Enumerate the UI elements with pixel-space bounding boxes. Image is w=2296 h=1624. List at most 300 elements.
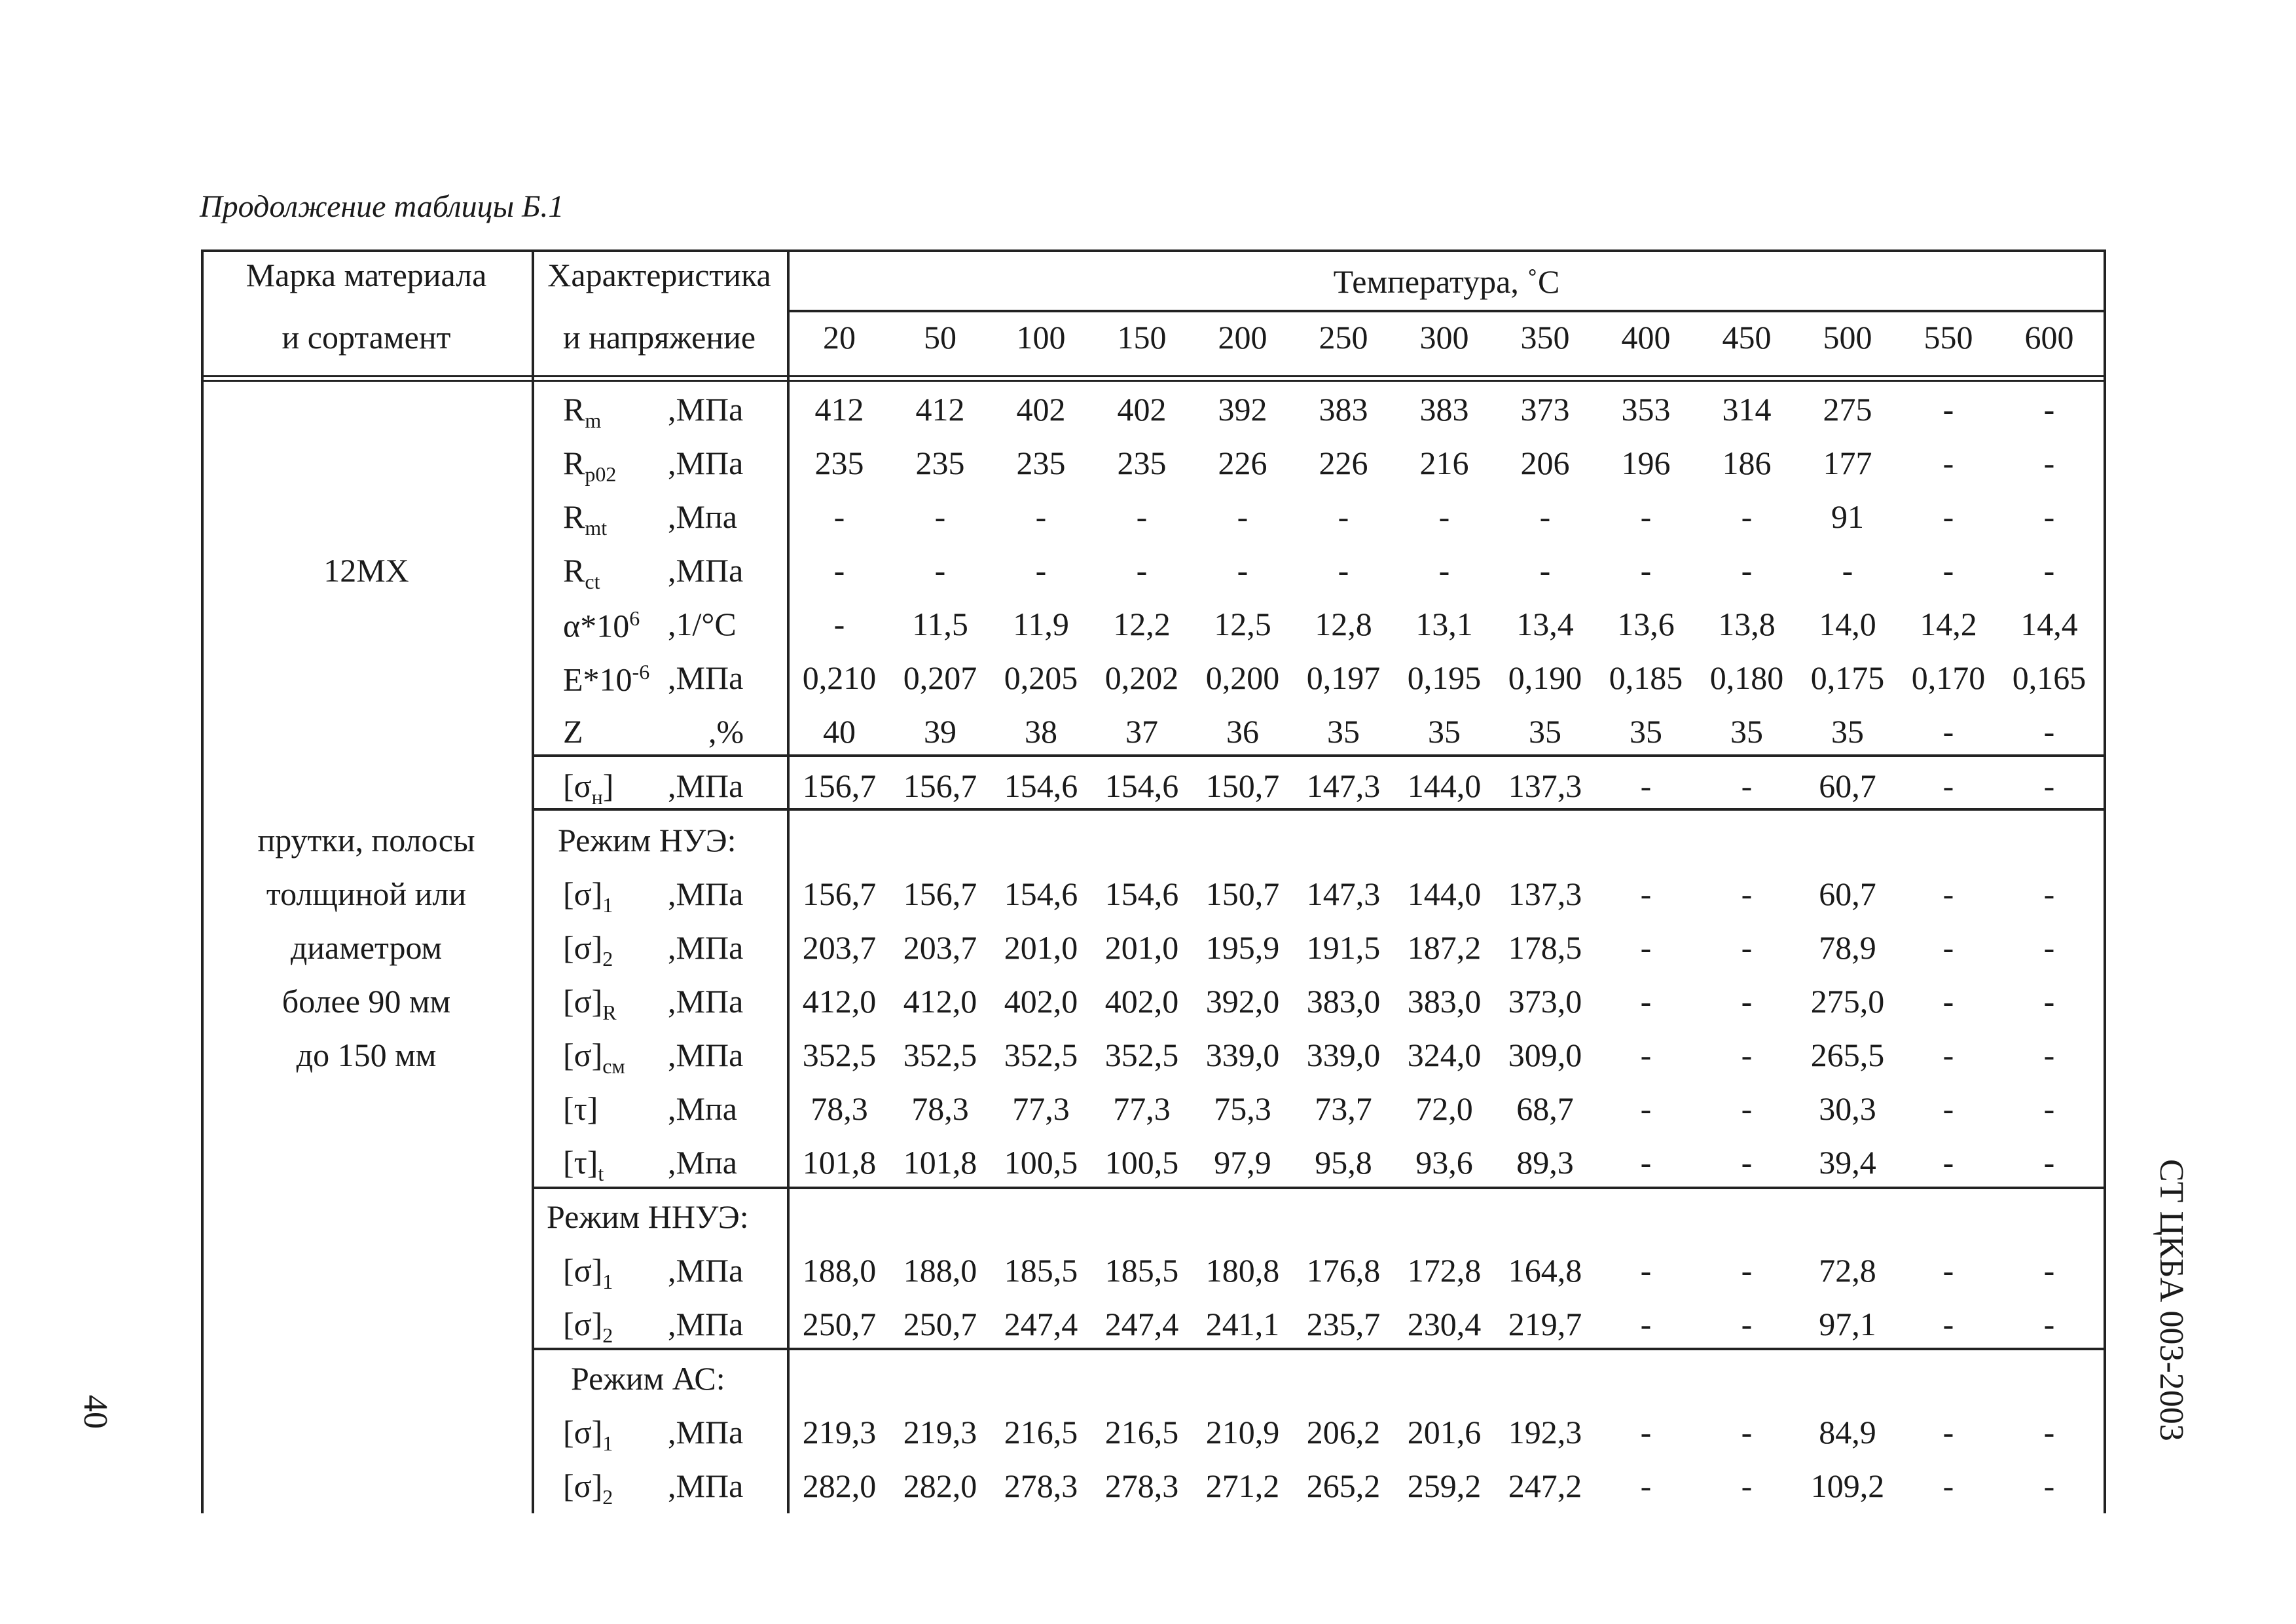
table-cell-value: - (833, 606, 845, 642)
table-cell-value: 412,0 (802, 983, 877, 1020)
table-cell-value: 201,0 (1104, 929, 1179, 966)
table-cell-value: 150,7 (1205, 876, 1280, 912)
table-cell-value: - (2043, 983, 2055, 1020)
table-cell-value: 93,6 (1415, 1144, 1473, 1181)
table-cell-value: 219,3 (903, 1414, 977, 1450)
table-cell-value: 78,3 (911, 1090, 969, 1127)
table-cell-value: - (1741, 767, 1753, 804)
table-cell-value: - (1640, 498, 1652, 535)
material-assortment: более 90 мм (282, 983, 451, 1020)
table-cell-value: 188,0 (802, 1252, 877, 1289)
table-cell-value: - (2043, 1467, 2055, 1504)
table-cell-value: - (1942, 1467, 1954, 1504)
table-cell-value: 0,200 (1205, 659, 1280, 696)
table-cell-value: 352,5 (1004, 1037, 1078, 1073)
characteristic-unit: ,МПа (668, 659, 744, 696)
table-cell-value: - (1640, 552, 1652, 589)
table-cell-value: - (1438, 552, 1450, 589)
table-cell-value: 278,3 (1104, 1467, 1179, 1504)
table-cell-value: 178,5 (1508, 929, 1582, 966)
table-cell-value: - (1942, 1144, 1954, 1181)
table-cell-value: 241,1 (1205, 1306, 1280, 1342)
table-cell-value: 250,7 (802, 1306, 877, 1342)
table-cell-value: 78,9 (1819, 929, 1876, 966)
table-cell-value: 156,7 (802, 876, 877, 912)
table-cell-value: 154,6 (1104, 767, 1179, 804)
table-cell-value: 219,7 (1508, 1306, 1582, 1342)
table-cell-value: 309,0 (1508, 1037, 1582, 1073)
characteristic-unit: ,МПа (668, 983, 744, 1020)
characteristic-symbol: $[\sigma]_{см}$ (563, 1037, 625, 1078)
table-cell-value: 247,4 (1004, 1306, 1078, 1342)
table-cell-value: 412,0 (903, 983, 977, 1020)
characteristic-symbol: $[\sigma]_1$ (563, 1414, 613, 1455)
table-cell-value: 324,0 (1407, 1037, 1482, 1073)
table-cell-value: 352,5 (1104, 1037, 1179, 1073)
table-cell-value: 0,180 (1709, 659, 1784, 696)
table-cell-value: - (2043, 1414, 2055, 1450)
table-cell-value: - (2043, 1306, 2055, 1342)
table-cell-value: - (2043, 713, 2055, 750)
table-cell-value: 0,207 (903, 659, 977, 696)
table-cell-value: 77,3 (1113, 1090, 1171, 1127)
table-cell-value: - (2043, 445, 2055, 481)
table-cell-value: - (1741, 929, 1753, 966)
table-cell-value: 84,9 (1819, 1414, 1876, 1450)
table-cell-value: 156,7 (903, 767, 977, 804)
table-cell-value: 13,8 (1718, 606, 1776, 642)
temperature-column-header: 600 (2024, 319, 2074, 356)
characteristic-unit: ,МПа (668, 1306, 744, 1342)
table-cell-value: 210,9 (1205, 1414, 1280, 1450)
table-cell-value: - (2043, 876, 2055, 912)
table-cell-value: 265,5 (1810, 1037, 1885, 1073)
material-assortment: толщиной или (266, 876, 467, 912)
table-cell-value: 195,9 (1205, 929, 1280, 966)
table-cell-value: 216 (1419, 445, 1469, 481)
table-cell-value: 150,7 (1205, 767, 1280, 804)
table-cell-value: - (1640, 1414, 1652, 1450)
table-cell-value: 156,7 (802, 767, 877, 804)
table-cell-value: - (1338, 552, 1349, 589)
table-cell-value: 11,9 (1013, 606, 1069, 642)
table-cell-value: 14,4 (2020, 606, 2078, 642)
table-cell-value: - (1640, 1467, 1652, 1504)
section-line (532, 754, 2106, 757)
table-cell-value: - (2043, 929, 2055, 966)
table-cell-value: 77,3 (1012, 1090, 1070, 1127)
table-cell-value: 12,2 (1113, 606, 1171, 642)
table-cell-value: - (1640, 876, 1652, 912)
table-cell-value: 75,3 (1214, 1090, 1271, 1127)
table-cell-value: 68,7 (1516, 1090, 1574, 1127)
col1-divider (532, 249, 534, 1513)
table-cell-value: - (1640, 767, 1652, 804)
table-cell-value: 192,3 (1508, 1414, 1582, 1450)
table-cell-value: 203,7 (903, 929, 977, 966)
table-cell-value: - (1942, 1414, 1954, 1450)
temperature-column-header: 150 (1117, 319, 1167, 356)
col1-header: Марка материала (246, 257, 487, 293)
table-cell-value: 39,4 (1819, 1144, 1876, 1181)
table-cell-value: 392 (1218, 391, 1267, 428)
table-cell-value: 265,2 (1306, 1467, 1381, 1504)
table-cell-value: - (1741, 876, 1753, 912)
characteristic-symbol: $[\sigma]_2$ (563, 1306, 613, 1347)
temperature-column-header: 550 (1923, 319, 1973, 356)
characteristic-unit: ,Мпа (668, 1090, 737, 1127)
table-cell-value: - (1942, 1037, 1954, 1073)
table-cell-value: 352,5 (903, 1037, 977, 1073)
table-cell-value: - (1438, 498, 1450, 535)
table-cell-value: 100,5 (1004, 1144, 1078, 1181)
document-code: СТ ЦКБА 003-2003 (2153, 1159, 2190, 1441)
table-cell-value: - (1942, 498, 1954, 535)
table-cell-value: 30,3 (1819, 1090, 1876, 1127)
col2-divider (787, 249, 790, 1513)
table-cell-value: 36 (1226, 713, 1259, 750)
characteristic-unit: ,МПа (668, 767, 744, 804)
table-cell-value: 0,202 (1104, 659, 1179, 696)
table-cell-value: - (1640, 1144, 1652, 1181)
table-cell-value: 235 (1117, 445, 1167, 481)
table-cell-value: 282,0 (802, 1467, 877, 1504)
table-cell-value: 0,185 (1609, 659, 1683, 696)
characteristic-unit: ,1/°С (668, 606, 737, 642)
mode-label-as: Режим АС: (571, 1360, 725, 1397)
table-cell-value: - (1136, 552, 1148, 589)
table-cell-value: 226 (1218, 445, 1267, 481)
temperature-column-header: 350 (1520, 319, 1570, 356)
temperature-column-header: 450 (1722, 319, 1772, 356)
table-cell-value: 39 (924, 713, 957, 750)
table-cell-value: 235 (915, 445, 965, 481)
table-cell-value: 12,8 (1315, 606, 1372, 642)
table-cell-value: 154,6 (1004, 767, 1078, 804)
table-cell-value: 402,0 (1004, 983, 1078, 1020)
table-cell-value: - (934, 552, 946, 589)
characteristic-symbol: $[\sigma]_1$ (563, 1252, 613, 1293)
characteristic-symbol: $\alpha*10^6$ (563, 606, 640, 644)
characteristic-symbol: $E*10^{-6}$ (563, 660, 650, 698)
table-cell-value: 282,0 (903, 1467, 977, 1504)
table-cell-value: - (1942, 713, 1954, 750)
table-cell-value: 201,0 (1004, 929, 1078, 966)
table-cell-value: 185,5 (1004, 1252, 1078, 1289)
table-cell-value: - (1741, 498, 1753, 535)
table-cell-value: - (1741, 1090, 1753, 1127)
table-cell-value: 37 (1125, 713, 1158, 750)
table-cell-value: 35 (1327, 713, 1360, 750)
table-cell-value: - (1640, 1090, 1652, 1127)
table-cell-value: - (1741, 1252, 1753, 1289)
table-cell-value: 154,6 (1004, 876, 1078, 912)
table-caption: Продолжение таблицы Б.1 (200, 189, 564, 224)
table-cell-value: 101,8 (802, 1144, 877, 1181)
characteristic-unit: ,МПа (668, 1414, 744, 1450)
characteristic-unit: ,% (708, 713, 744, 750)
table-cell-value: 247,4 (1104, 1306, 1179, 1342)
table-cell-value: - (2043, 1090, 2055, 1127)
table-cell-value: 216,5 (1004, 1414, 1078, 1450)
table-cell-value: 0,175 (1810, 659, 1885, 696)
characteristic-symbol: $[\sigma_н]$ (563, 767, 614, 809)
table-cell-value: 35 (1529, 713, 1561, 750)
table-cell-value: 275,0 (1810, 983, 1885, 1020)
characteristic-unit: ,МПа (668, 876, 744, 912)
table-cell-value: 373,0 (1508, 983, 1582, 1020)
table-cell-value: 235 (814, 445, 864, 481)
table-cell-value: - (1942, 983, 1954, 1020)
table-cell-value: 392,0 (1205, 983, 1280, 1020)
table-cell-value: 176,8 (1306, 1252, 1381, 1289)
table-cell-value: 97,9 (1214, 1144, 1271, 1181)
table-cell-value: 38 (1025, 713, 1057, 750)
table-cell-value: 185,5 (1104, 1252, 1179, 1289)
table-cell-value: - (1942, 1306, 1954, 1342)
table-cell-value: 0,210 (802, 659, 877, 696)
table-cell-value: 13,6 (1617, 606, 1675, 642)
table-cell-value: 35 (1730, 713, 1763, 750)
table-cell-value: 0,165 (2012, 659, 2086, 696)
table-cell-value: - (1741, 1467, 1753, 1504)
characteristic-unit: ,МПа (668, 1467, 744, 1504)
table-cell-value: 196 (1621, 445, 1671, 481)
table-cell-value: - (1136, 498, 1148, 535)
table-cell-value: 147,3 (1306, 767, 1381, 804)
table-cell-value: 164,8 (1508, 1252, 1582, 1289)
table-cell-value: 383 (1419, 391, 1469, 428)
characteristic-symbol: $[\tau]_t$ (563, 1144, 604, 1185)
table-cell-value: 402 (1117, 391, 1167, 428)
table-cell-value: 72,0 (1415, 1090, 1473, 1127)
temp-subheader-line (787, 310, 2106, 312)
col1-header-2: и сортамент (282, 319, 451, 356)
table-cell-value: 278,3 (1004, 1467, 1078, 1504)
table-cell-value: 109,2 (1810, 1467, 1885, 1504)
table-cell-value: 89,3 (1516, 1144, 1574, 1181)
table-cell-value: 250,7 (903, 1306, 977, 1342)
characteristic-unit: ,МПа (668, 1037, 744, 1073)
table-cell-value: - (1237, 498, 1248, 535)
table-cell-value: 216,5 (1104, 1414, 1179, 1450)
temperature-column-header: 300 (1419, 319, 1469, 356)
table-cell-value: 35 (1831, 713, 1864, 750)
material-grade: 12МХ (323, 552, 409, 589)
characteristic-symbol: $[\sigma]_1$ (563, 876, 613, 917)
table-cell-value: - (1741, 983, 1753, 1020)
table-cell-value: 35 (1428, 713, 1461, 750)
table-cell-value: 219,3 (802, 1414, 877, 1450)
temperature-column-header: 50 (924, 319, 957, 356)
table-cell-value: 78,3 (811, 1090, 868, 1127)
material-assortment: прутки, полосы (257, 822, 475, 858)
table-cell-value: - (1640, 983, 1652, 1020)
table-cell-value: - (1741, 1144, 1753, 1181)
table-cell-value: 383,0 (1407, 983, 1482, 1020)
characteristic-symbol: $[\sigma]_2$ (563, 1467, 613, 1509)
table-cell-value: - (1942, 876, 1954, 912)
characteristic-symbol: $R_m$ (563, 391, 602, 432)
table-cell-value: 247,2 (1508, 1467, 1582, 1504)
table-cell-value: 226 (1319, 445, 1368, 481)
table-cell-value: 12,5 (1214, 606, 1271, 642)
table-cell-value: 13,4 (1516, 606, 1574, 642)
table-cell-value: - (1539, 552, 1551, 589)
table-cell-value: 271,2 (1205, 1467, 1280, 1504)
table-cell-value: - (1942, 391, 1954, 428)
col2-header-2: и напряжение (562, 319, 756, 356)
table-cell-value: 0,205 (1004, 659, 1078, 696)
characteristic-symbol: [τ] (563, 1090, 598, 1127)
table-cell-value: - (2043, 1252, 2055, 1289)
table-cell-value: 0,197 (1306, 659, 1381, 696)
characteristic-unit: ,МПа (668, 391, 744, 428)
table-cell-value: - (2043, 1037, 2055, 1073)
temperature-header: Температура, ˚С (1333, 263, 1560, 300)
characteristic-symbol: $[\sigma]_R$ (563, 983, 617, 1024)
table-cell-value: 95,8 (1315, 1144, 1372, 1181)
table-cell-value: 373 (1520, 391, 1570, 428)
table-cell-value: 191,5 (1306, 929, 1381, 966)
table-cell-value: - (2043, 767, 2055, 804)
mode-label-nue: Режим НУЭ: (558, 822, 737, 858)
table-cell-value: 235,7 (1306, 1306, 1381, 1342)
table-cell-value: - (1035, 498, 1047, 535)
table-cell-value: 11,5 (912, 606, 968, 642)
table-cell-value: - (833, 552, 845, 589)
table-cell-value: - (1741, 1414, 1753, 1450)
table-cell-value: 144,0 (1407, 767, 1482, 804)
table-cell-value: 14,2 (1920, 606, 1977, 642)
table-cell-value: 230,4 (1407, 1306, 1482, 1342)
table-cell-value: 72,8 (1819, 1252, 1876, 1289)
temperature-column-header: 20 (823, 319, 856, 356)
table-cell-value: 0,195 (1407, 659, 1482, 696)
table-cell-value: - (1640, 1252, 1652, 1289)
section-line (532, 1187, 2106, 1189)
table-cell-value: 154,6 (1104, 876, 1179, 912)
characteristic-symbol: $R_{mt}$ (563, 498, 608, 540)
section-line (532, 808, 2106, 811)
characteristic-unit: ,Мпа (668, 1144, 737, 1181)
table-cell-value: - (1237, 552, 1248, 589)
table-cell-value: - (1842, 552, 1853, 589)
temperature-column-header: 250 (1319, 319, 1368, 356)
table-cell-value: - (833, 498, 845, 535)
table-cell-value: - (1741, 552, 1753, 589)
temperature-column-header: 400 (1621, 319, 1671, 356)
temperature-column-header: 500 (1823, 319, 1872, 356)
table-cell-value: - (1942, 767, 1954, 804)
table-cell-value: 97,1 (1819, 1306, 1876, 1342)
characteristic-unit: ,МПа (668, 445, 744, 481)
temperature-column-header: 200 (1218, 319, 1267, 356)
characteristic-symbol: $R_{ct}$ (563, 552, 600, 593)
table-cell-value: 40 (823, 713, 856, 750)
table-cell-value: 60,7 (1819, 876, 1876, 912)
table-cell-value: 402 (1016, 391, 1066, 428)
table-cell-value: - (2043, 1144, 2055, 1181)
table-cell-value: 352,5 (802, 1037, 877, 1073)
table-cell-value: 14,0 (1819, 606, 1876, 642)
table-cell-value: - (1942, 1252, 1954, 1289)
header-top-line (201, 249, 2106, 252)
table-cell-value: 275 (1823, 391, 1872, 428)
table-cell-value: - (1640, 929, 1652, 966)
table-cell-value: 203,7 (802, 929, 877, 966)
material-assortment: до 150 мм (296, 1037, 437, 1073)
table-cell-value: 101,8 (903, 1144, 977, 1181)
table-cell-value: - (1640, 1037, 1652, 1073)
table-cell-value: 188,0 (903, 1252, 977, 1289)
table-cell-value: 339,0 (1306, 1037, 1381, 1073)
table-cell-value: - (934, 498, 946, 535)
table-cell-value: 60,7 (1819, 767, 1876, 804)
table-cell-value: - (2043, 552, 2055, 589)
table-cell-value: - (1539, 498, 1551, 535)
temperature-column-header: 100 (1016, 319, 1066, 356)
characteristic-symbol: $R_{p02}$ (563, 445, 617, 486)
table-cell-value: - (1942, 552, 1954, 589)
characteristic-unit: ,МПа (668, 1252, 744, 1289)
table-cell-value: 144,0 (1407, 876, 1482, 912)
table-cell-value: 259,2 (1407, 1467, 1482, 1504)
table-cell-value: 201,6 (1407, 1414, 1482, 1450)
table-cell-value: 0,190 (1508, 659, 1582, 696)
characteristic-unit: ,МПа (668, 552, 744, 589)
table-cell-value: 186 (1722, 445, 1772, 481)
table-cell-value: - (1741, 1037, 1753, 1073)
table-cell-value: - (1338, 498, 1349, 535)
mode-label-nnue: Режим ННУЭ: (547, 1198, 749, 1235)
table-cell-value: 180,8 (1205, 1252, 1280, 1289)
table-cell-value: - (1942, 929, 1954, 966)
page-number: 40 (77, 1395, 114, 1429)
table-cell-value: 339,0 (1205, 1037, 1280, 1073)
section-line (532, 1348, 2106, 1350)
table-cell-value: 137,3 (1508, 876, 1582, 912)
table-cell-value: 383 (1319, 391, 1368, 428)
table-cell-value: 412 (814, 391, 864, 428)
material-assortment: диаметром (290, 929, 443, 966)
table-cell-value: 177 (1823, 445, 1872, 481)
table-cell-value: 156,7 (903, 876, 977, 912)
table-cell-value: 206 (1520, 445, 1570, 481)
table-cell-value: 137,3 (1508, 767, 1582, 804)
table-cell-value: 147,3 (1306, 876, 1381, 912)
table-cell-value: 187,2 (1407, 929, 1482, 966)
table-cell-value: 35 (1630, 713, 1662, 750)
table-cell-value: - (1035, 552, 1047, 589)
table-cell-value: 412 (915, 391, 965, 428)
characteristic-unit: ,Мпа (668, 498, 737, 535)
table-cell-value: 314 (1722, 391, 1772, 428)
table-cell-value: 73,7 (1315, 1090, 1372, 1127)
table-cell-value: 235 (1016, 445, 1066, 481)
table-cell-value: - (1942, 1090, 1954, 1127)
table-cell-value: 383,0 (1306, 983, 1381, 1020)
characteristic-symbol: Z (563, 713, 583, 750)
table-cell-value: 13,1 (1415, 606, 1473, 642)
col2-header: Характеристика (547, 257, 771, 293)
table-cell-value: 402,0 (1104, 983, 1179, 1020)
table-cell-value: 0,170 (1911, 659, 1986, 696)
table-cell-value: 206,2 (1306, 1414, 1381, 1450)
characteristic-unit: ,МПа (668, 929, 744, 966)
header-double-line (201, 375, 2106, 382)
table-cell-value: 91 (1831, 498, 1864, 535)
